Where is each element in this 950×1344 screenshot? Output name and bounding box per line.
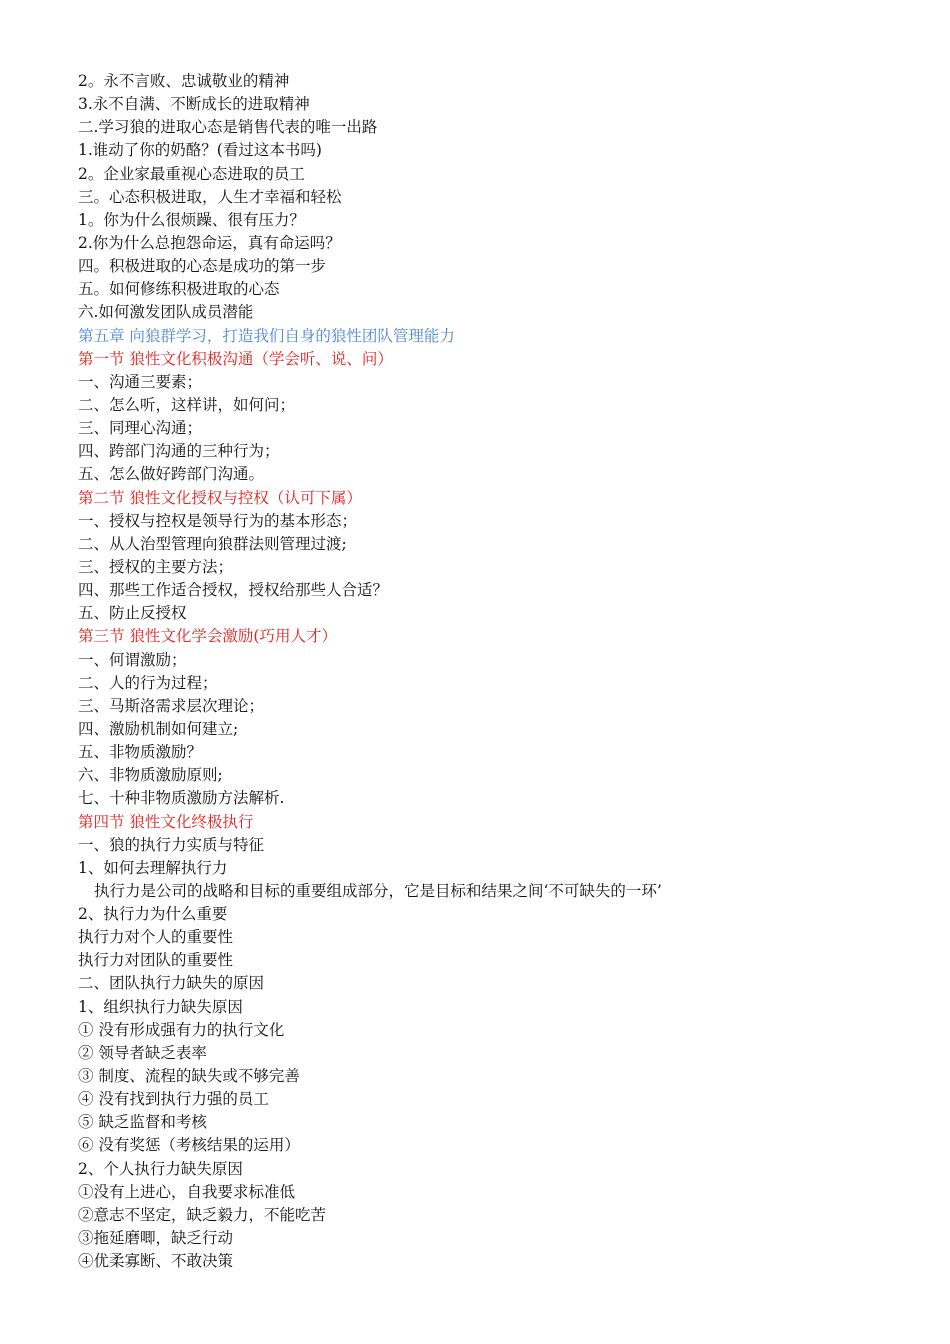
text-line: 执行力对个人的重要性 <box>78 928 234 947</box>
text-line: 五。如何修练积极进取的心态 <box>78 280 280 299</box>
section-heading: 第二节 狼性文化授权与控权（认可下属） <box>78 488 362 507</box>
text-line: ④ 没有找到执行力强的员工 <box>78 1090 269 1109</box>
text-line: 2、个人执行力缺失原因 <box>78 1159 243 1178</box>
text-line: 一、沟通三要素； <box>78 372 203 391</box>
text-line: 1.谁动了你的奶酪？(看过这本书吗) <box>78 141 322 160</box>
text-line: 七、十种非物质激励方法解析. <box>78 789 285 808</box>
text-line: ②意志不坚定，缺乏毅力，不能吃苦 <box>78 1205 327 1224</box>
text-line: 四、激励机制如何建立; <box>78 719 239 738</box>
text-line: ② 领导者缺乏表率 <box>78 1043 207 1062</box>
text-line: ③拖延磨唧，缺乏行动 <box>78 1229 234 1248</box>
text-line: 2、执行力为什么重要 <box>78 905 228 924</box>
text-line: ①没有上进心，自我要求标准低 <box>78 1182 296 1201</box>
text-line: 三、马斯洛需求层次理论； <box>78 696 265 715</box>
text-line: ④优柔寡断、不敢决策 <box>78 1252 234 1271</box>
text-line: 一、授权与控权是领导行为的基本形态； <box>78 511 358 530</box>
text-line: 二、从人治型管理向狼群法则管理过渡; <box>78 534 347 553</box>
text-line: 二.学习狼的进取心态是销售代表的唯一出路 <box>78 118 378 137</box>
text-line: ⑤ 缺乏监督和考核 <box>78 1113 207 1132</box>
text-line: 五、防止反授权 <box>78 604 187 623</box>
text-line: 四。积极进取的心态是成功的第一步 <box>78 257 327 276</box>
text-line: 3.永不自满、不断成长的进取精神 <box>78 95 310 114</box>
section-heading: 第三节 狼性文化学会激励(巧用人才） <box>78 627 337 646</box>
text-line: 二、团队执行力缺失的原因 <box>78 974 265 993</box>
text-line: 二、人的行为过程； <box>78 673 218 692</box>
text-line: 三、授权的主要方法； <box>78 557 234 576</box>
text-line: 二、怎么听，这样讲，如何问； <box>78 395 296 414</box>
text-line: 三、同理心沟通； <box>78 419 203 438</box>
section-heading: 第四节 狼性文化终极执行 <box>78 812 254 831</box>
section-heading: 第一节 狼性文化积极沟通（学会听、说、问） <box>78 349 393 368</box>
document-page <box>78 70 898 1273</box>
text-line: 六、非物质激励原则; <box>78 766 223 785</box>
body-paragraph: 执行力是公司的战略和目标的重要组成部分，它是目标和结果之间‘不可缺失的一环’ <box>94 881 662 900</box>
text-line: ① 没有形成强有力的执行文化 <box>78 1020 285 1039</box>
text-line: 五、怎么做好跨部门沟通。 <box>78 465 265 484</box>
chapter-heading: 第五章 向狼群学习，打造我们自身的狼性团队管理能力 <box>78 326 455 345</box>
text-line: 2。企业家最重视心态进取的员工 <box>78 164 305 183</box>
text-line: 一、狼的执行力实质与特征 <box>78 835 265 854</box>
text-line: 1。你为什么很烦躁、很有压力？ <box>78 210 305 229</box>
text-line: 2.你为什么总抱怨命运，真有命运吗？ <box>78 233 341 252</box>
text-line: 执行力对团队的重要性 <box>78 951 234 970</box>
text-line: 一、何谓激励； <box>78 650 187 669</box>
text-line: 1、如何去理解执行力 <box>78 858 228 877</box>
text-line: 四、那些工作适合授权，授权给那些人合适？ <box>78 581 389 600</box>
text-line: 1、组织执行力缺失原因 <box>78 997 243 1016</box>
text-line: 六.如何激发团队成员潜能 <box>78 303 254 322</box>
text-line: 2。永不言败、忠诚敬业的精神 <box>78 72 290 90</box>
text-line: ③ 制度、流程的缺失或不够完善 <box>78 1067 300 1086</box>
text-line: 四、跨部门沟通的三种行为； <box>78 442 280 461</box>
text-line: 五、非物质激励？ <box>78 743 203 762</box>
text-line: ⑥ 没有奖惩（考核结果的运用） <box>78 1136 300 1155</box>
text-line: 三。心态积极进取，人生才幸福和轻松 <box>78 187 342 206</box>
